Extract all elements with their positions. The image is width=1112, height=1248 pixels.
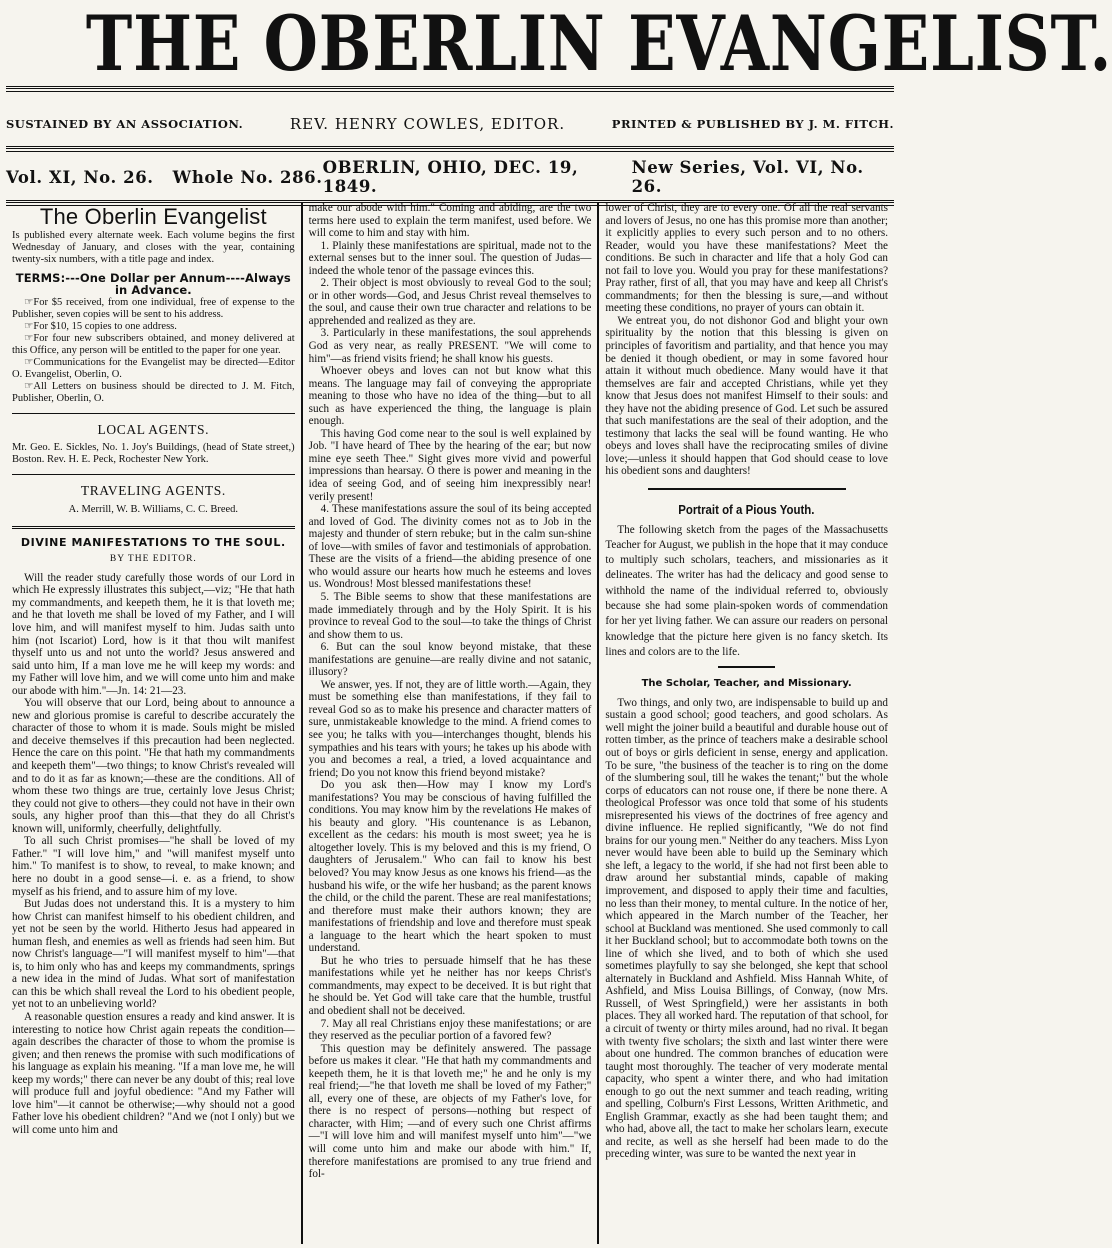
volume-text: Vol. XI, No. 26. Whole No. 286. <box>6 167 323 187</box>
column-1 <box>6 202 301 1244</box>
portrait-intro: The following sketch from the pages of the Massachusetts Teacher for August, we publish in the hope that it may conduce to multiply such scholars, teachers, and missionaries as it delineates. The writer has had the delicacy and good sense to withhold the name of the individual referred to, obviously because she had some plain-spoken words of commendation for her yet living father. We can assure our readers on personal knowledge that the picture here given is no fancy sketch. Its lines and colors are to the life. <box>605 523 889 658</box>
article-paragraph: 3. Particularly in these manifestations, the soul apprehends God as very near, as really PRESENT. "We will come to him"—as friend visits friend; he shall know his guests. <box>308 327 592 365</box>
article-paragraph: lower of Christ, they are to every one. Of all the real servants and lovers of Jesus, no one has this promise more than another; it explicitly applies to every such person and to no others. Reader, would you have these manifestations? Meet the conditions. Be such in character and life that a holy God can not fail to love you. Would you pray for these manifestations? Pray rather, first of all, that you may have and keep all Christ's commandments; for then the blessing is sure,—and without meeting these conditions, no prayer of yours can obtain it. <box>605 202 889 315</box>
subheading: The Scholar, Teacher, and Missionary. <box>641 678 852 690</box>
divider <box>12 474 295 475</box>
article-paragraph: 6. But can the soul know beyond mistake, that these manifestations are genuine—are really divine and not satanic, illusory? <box>308 641 592 679</box>
terms-item: ☞Communications for the Evangelist may be directed—Editor O. Evangelist, Oberlin, O. <box>12 356 295 380</box>
article-paragraph: Do you ask then—How may I know my Lord's manifestations? You may be conscious of having fulfilled the conditions. You may know him by the revelations He makes of his beauty and glory. "His countenance is as Lebanon, excellent as the cedars: his mouth is most sweet; yea he is altogether lovely. This is my beloved and this is my friend, O daughters of Jerusalem." Who can fail to know his best beloved? You may know Jesus as one knows his friend—as the husband his wife, or the wife her husband; as the parent knows the child, or the child the parent. These are real manifestations; and therefore must make their authors known; they are manifestations of friendship and love and therefore must speak a language to the heart which the heart spoken to must understand. <box>308 779 592 955</box>
article-paragraph: 2. Their object is most obviously to reveal God to the soul; or in other words—God, and Jesus Christ reveal themselves to the soul, and cause their own true character and relations to be apprehended and realized as they are. <box>308 277 592 327</box>
divider <box>12 413 295 414</box>
columns <box>6 202 894 1244</box>
terms-item: ☞For four new subscribers obtained, and money delivered at this Office, any person will be entitled to the paper for one year. <box>12 332 295 356</box>
article-paragraph: Two things, and only two, are indispensable to build up and sustain a good school; good teachers, and good scholars. As well might the joiner build a beautiful and durable house out of rotten timber, as the prince of teachers make a desirable school out of boys or girls deficient in sense, energy and application. To be sure, "the business of the teacher is to ring on the dome of the slumbering soul, till he wakes the tenant;" but the whole corps of educators can not rouse one, if there be none there. A theological Professor was once told that some of his students misrepresented his views of the doctrines of free agency and divine influence. He replied significantly, "We do not find brains for our young men." Neither do any teachers. Miss Lyon never would have been able to build up the Seminary which she left, a legacy to the world, if she had not first been able to draw around her substantial minds, capable of making improvement, and disposed to apply their time and faculties, no less than their money, to mental culture. In the notice of her, which appeared in the March number of the Teacher, her school at Buckland was mentioned. She used commonly to call it her Buckland school; but to accommodate both towns on the line of which she lived, and to both of which she used sometimes playfully to say she belonged, she kept that school alternately in Buckland and Ashfield. Miss Hannah White, of Ashfield, and Miss Louisa Billings, of Conway, (now Mrs. Russell, of West Springfield,) were her assistants in both places. They all worked hard. The reputation of that school, for a circuit of twenty or thirty miles around, had no rival. It began with twenty five scholars; the sixth and last winter there were about one hundred. The common branches of education were taught most thoroughly. The teacher of very moderate mental capacity, who spent a winter there, and who had imitation enough to go out the next summer and teach reading, writing and spelling, Colburn's First Lessons, Written Arithmetic, and English Grammar, exactly as she had been taught them; and who had, above all, the tact to make her scholars learn, execute and recite, as well as she herself had been made to do the preceding winter, was sure to be wanted the next year in <box>605 696 889 1161</box>
terms-item: ☞For $5 received, from one individual, free of expense to the Publisher, seven copies will be sent to his address. <box>12 296 295 320</box>
article-paragraph: This having God come near to the soul is well explained by Job. "I have heard of Thee by the hearing of the ear; but now mine eye seeth Thee." Sight gives more vivid and powerful impressions than hearsay. O there is power and meaning in the idea of seeing God, and of seeing him inexpressibly near! verily present! <box>308 427 592 503</box>
byline: BY THE EDITOR. <box>109 554 197 565</box>
article-paragraph: But he who tries to persuade himself that he has these manifestations while yet he neither has nor keeps Christ's commandments, may expect to be deceived. It is but right that he should be. Yet God will take care that the humble, trustful and obedient shall not be deceived. <box>308 954 592 1017</box>
article-paragraph: make our abode with him." Coming and abiding, are the two terms here used to explain the term manifest, used before. We will come to him and stay with him. <box>308 202 592 240</box>
editor-text: REV. HENRY COWLES, EDITOR. <box>289 115 566 133</box>
divider <box>648 488 846 490</box>
article-paragraph: To all such Christ promises—"he shall be loved of my Father." "I will love him," and "will manifest myself unto him." To manifest is to show, to reveal, to make known; and here no doubt in a good sense—i. e. as a friend, to show myself as his friend, and to assure him of my love. <box>12 835 295 898</box>
local-agents-heading: LOCAL AGENTS. <box>97 421 210 437</box>
intro-text: Is published every alternate week. Each volume begins the first Wednesday of January, and closes with the year, containing twenty-six numbers, with a title page and index. <box>12 229 295 265</box>
column-3 <box>597 202 894 1244</box>
divider <box>718 666 775 668</box>
series-text: New Series, Vol. VI, No. 26. <box>631 158 864 196</box>
terms-title: TERMS:---One Dollar per Annum----Always in Advance. <box>15 270 291 298</box>
article-paragraph: 1. Plainly these manifestations are spiritual, made not to the external senses but to the inner soul. The question of Judas—indeed the whole tenor of the passage evinces this. <box>308 239 592 277</box>
article-paragraph: Whoever obeys and loves can not but know what this means. The language may fail of conveying the appropriate meaning to those who have no idea of the thing—but to all such as have experienced the thing, the language is plain enough. <box>308 365 592 428</box>
info-bar <box>6 102 894 146</box>
issue-bar <box>6 154 894 200</box>
portrait-heading: Portrait of a Pious Youth. <box>678 502 815 518</box>
box-title: The Oberlin Evangelist <box>12 202 295 230</box>
article-paragraph: This question may be definitely answered. The passage before us makes it clear. "He that hath my commandments and keepeth them, he it is that loveth me;" he and he only is my real friend;—"he that loveth me shall be loved of my Father;" all, every one of these, are objects of my Father's love, for there is no respect of persons—nothing but respect of character, with Him; —and of every such one Christ affirms—"I will love him and will manifest myself unto him"—"we will come unto him and make our abode with him." If, therefore manifestations are promised to any true friend and fol- <box>308 1042 592 1181</box>
article-paragraph: We answer, yes. If not, they are of little worth.—Again, they must be something else than manifestations, if they fail to reveal God so as to make his presence and character matters of sure, unmistakeable knowledge to the mind. A friend comes to see you; he talks with you—interchanges thought, blends his sympathies and his tears with yours; he takes up his abode with you and becomes a real, a tried, a loved acquaintance and friend; Do you not know this friend beyond mistake? <box>308 678 592 779</box>
column-2 <box>301 202 598 1244</box>
article-paragraph: 4. These manifestations assure the soul of its being accepted and loved of God. The divinity comes not as to Job in the majesty and thunder of stern rebuke; but in the calm sun-shine of love—with smiles of favor and testimonials of approbation. These are the visits of a friend—the abiding presence of one who would assure our hearts how much he esteems and loves us. Wondrous! Most blessed manifestations these! <box>308 503 592 591</box>
article-paragraph: A reasonable question ensures a ready and kind answer. It is interesting to notice how Christ again repeats the condition—again describes the character of those to whom the promise is given; and then renews the promise with such modifications of his language as explain his meaning. "If a man love me, he will keep my words;" there can never be any doubt of this; real love will produce full and joyful obedience: "And my Father will love him"—it cannot be otherwise;—why should not a good Father love his obedient children? "And we (not I only) but we will come unto him and <box>12 1010 295 1136</box>
article-paragraph: 5. The Bible seems to show that these manifestations are made immediately through and by the Holy Spirit. It is his province to reveal God to the soul—to take the things of Christ and show them to us. <box>308 590 592 641</box>
association-text: SUSTAINED BY AN ASSOCIATION. <box>6 117 244 131</box>
article-paragraph: We entreat you, do not dishonor God and blight your own spirituality by the notion that this blessing is given on principles of favoritism and partiality, and that hence you may be denied it though obedient, or may in some favored hour attain it without much obedience. Many would have it that themselves are fair and accepted Christians, while yet they know that Jesus does not manifest Himself to their souls: and they have not the abiding presence of God. Let such be assured that such manifestations are the seal of their adoption, and the testimony that lacks the seal will be found wanting. He who obeys and loves shall have the reciprocating smiles of divine love;—unless it should happen that God should cease to love his obedient sons and daughters! <box>605 314 889 478</box>
publisher-text: PRINTED & PUBLISHED BY J. M. FITCH. <box>611 117 894 131</box>
traveling-agents-heading: TRAVELING AGENTS. <box>80 483 226 499</box>
traveling-agents-text: A. Merrill, W. B. Williams, C. C. Breed. <box>68 503 239 515</box>
dateline: OBERLIN, OHIO, DEC. 19, 1849. <box>322 158 579 196</box>
article-paragraph: But Judas does not understand this. It is a mystery to him how Christ can manifest himself to his obedient children, and yet not be seen by the world. Hitherto Jesus had appeared in human flesh, and enemies as well as friends had seen him. But now Christ's language—"I will manifest myself to him"—that is, to him only who has and keeps my commandments, springs a new idea in the mind of Judas. What sort of manifestation can this be which shall reveal the Lord to his obedient people, yet not to an unbelieving world? <box>12 898 295 1011</box>
terms-item: ☞All Letters on business should be directed to J. M. Fitch, Publisher, Oberlin, O. <box>12 380 295 404</box>
terms-item: ☞For $10, 15 copies to one address. <box>24 320 177 332</box>
info-rule <box>6 146 894 152</box>
article-paragraph: Will the reader study carefully those words of our Lord in which He expressly illustrates this subject,—viz; "He that hath my commandments, and keepeth them, he it is that loveth me; and he that loveth me shall be loved of my Father, and I will love him, and will manifest myself to him. Judas saith unto him (not Iscariot) Lord, how is it that thou wilt manifest thyself unto us and not unto the world? Jesus answered and said unto him, If a man love me he will keep my words: and my Father will love him, and we will come unto him and make our abode with him."—Jn. 14: 21—23. <box>12 571 295 697</box>
article-paragraph: 7. May all real Christians enjoy these manifestations; or are they reserved as the peculiar portion of a favored few? <box>308 1017 592 1043</box>
divider <box>12 526 295 529</box>
local-agents-text: Mr. Geo. E. Sickles, No. 1. Joy's Buildings, (head of State street,) Boston. Rev. H. E. Peck, Rochester New York. <box>12 442 295 466</box>
article-paragraph: You will observe that our Lord, being about to announce a new and glorious promise is careful to describe accurately the character of those to whom it is made. Souls might be misled and deceive themselves if this precaution had been neglected. Hence the care on this point. "He that hath my commandments and keepeth them"—two things; to know Christ's revealed will and to do it as far as known;—these are the conditions. All of whom these two things are true, certainly love Jesus Christ; they could not give to others—they could not have in their own souls, any higher proof than this—that they do all Christ's known will, uniformly, cheerfully, delightfully. <box>12 697 295 835</box>
masthead: THE OBERLIN EVANGELIST. <box>85 0 1112 88</box>
article-heading: DIVINE MANIFESTATIONS TO THE SOUL. <box>20 535 286 549</box>
